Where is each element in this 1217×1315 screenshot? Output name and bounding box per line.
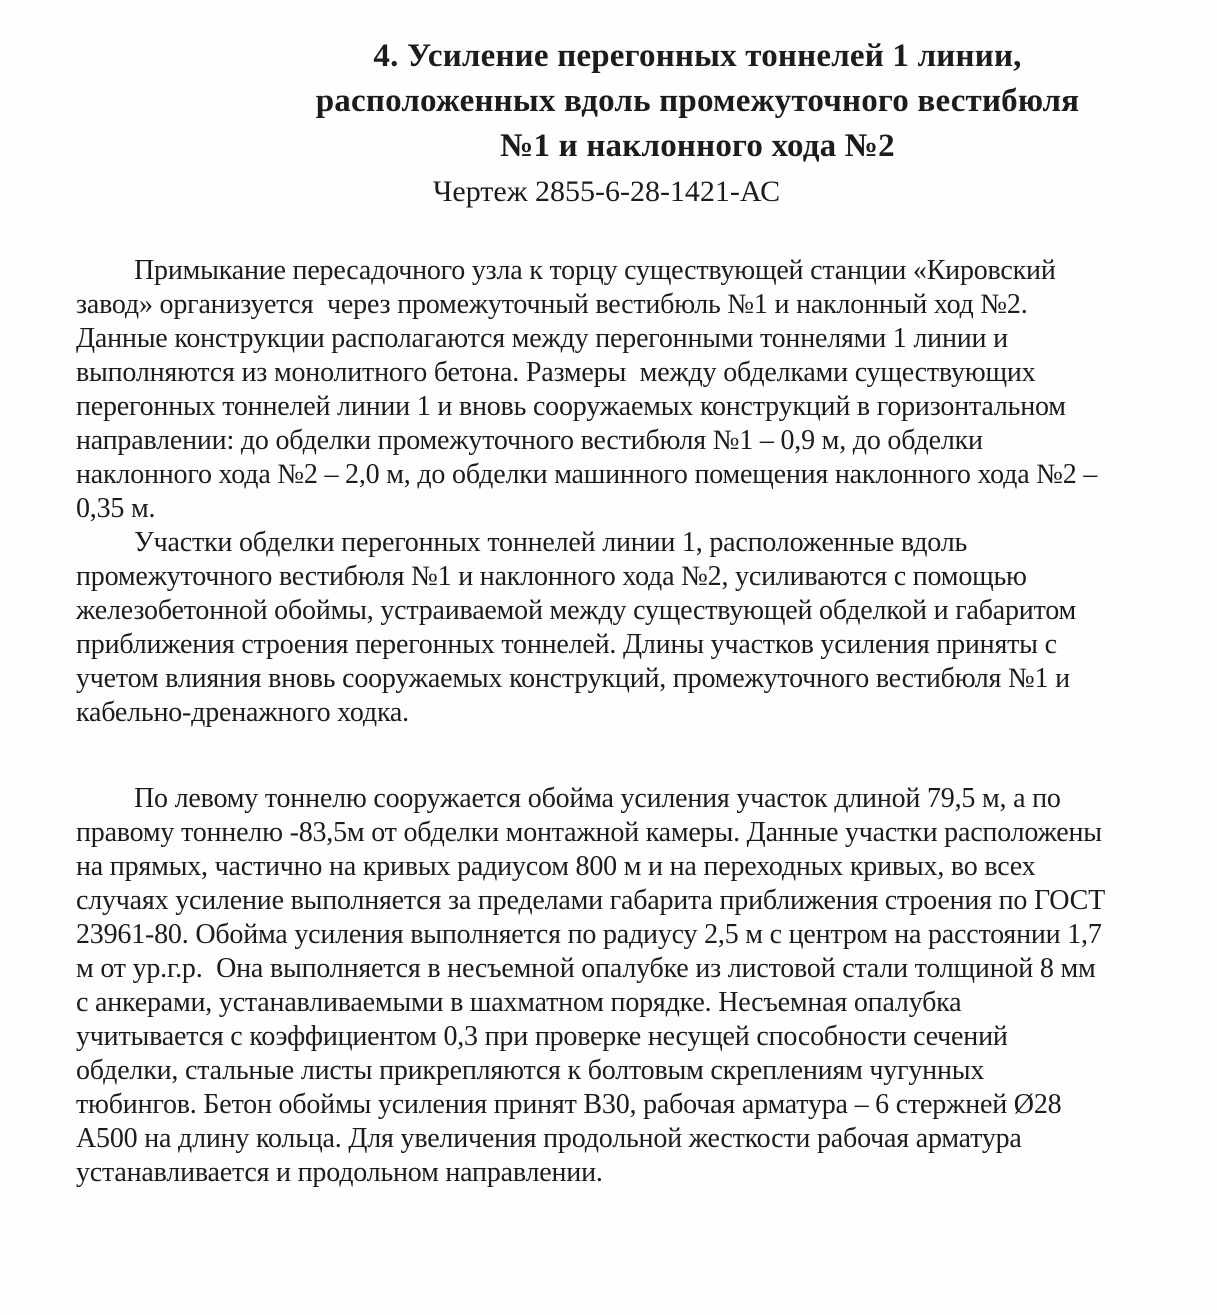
- section-title-line-2: расположенных вдоль промежуточного вестибюля: [315, 83, 1080, 119]
- section-title-line-3: №1 и наклонного хода №2: [500, 128, 895, 164]
- section-title: [288, 34, 1107, 169]
- paragraph-lining-reinforcement: Участки обделки перегонных тоннелей линии 1, расположенные вдоль промежуточного вестибюля №1 и наклонного хода №2, усиливаются с помощью железобетонной обоймы, устраиваемой между существующей обделкой и габаритом приближения строения перегонных тоннелей. Длины участков усиления приняты с учетом влияния вновь сооружаемых конструкций, промежуточного вестибюля №1 и кабельно-дренажного ходка.: [76, 527, 1083, 728]
- paragraph-junction-description: Примыкание пересадочного узла к торцу существующей станции «Кировский завод» организуется через промежуточный вестибюль №1 и наклонный ход №2. Данные конструкции располагаются между перегонными тоннелями 1 линии и выполняются из монолитного бетона. Размеры между обделками существующих перегонных тоннелей линии 1 и вновь сооружаемых конструкций в горизонтальном направлении: до обделки промежуточного вестибюля №1 – 0,9 м, до обделки наклонного хода №2 – 2,0 м, до обделки машинного помещения наклонного хода №2 – 0,35 м.: [76, 255, 1104, 524]
- drawing-number: Чертеж 2855-6-28-1421-АС: [432, 175, 781, 208]
- paragraph-reinforcement-details: По левому тоннелю сооружается обойма усиления участок длиной 79,5 м, а по правому тоннелю -83,5м от обделки монтажной камеры. Данные участки расположены на прямых, частично на кривых радиусом 800 м и на переходных кривых, во всех случаях усиление выполняется за пределами габарита приближения строения по ГОСТ 23961-80. Обойма усиления выполняется по радиусу 2,5 м с центром на расстоянии 1,7 м от ур.г.р. Она выполняется в несъемной опалубке из листовой стали толщиной 8 мм с анкерами, устанавливаемыми в шахматном порядке. Несъемная опалубка учитывается с коэффициентом 0,3 при проверке несущей способности сечений обделки, стальные листы прикрепляются к болтовым скреплениям чугунных тюбингов. Бетон обоймы усиления принят В30, рабочая арматура – 6 стержней Ø28 А500 на длину кольца. Для увеличения продольной жесткости рабочая арматура устанавливается и продольном направлении.: [76, 783, 1112, 1188]
- section-title-line-1: 4. Усиление перегонных тоннелей 1 линии,: [373, 38, 1022, 74]
